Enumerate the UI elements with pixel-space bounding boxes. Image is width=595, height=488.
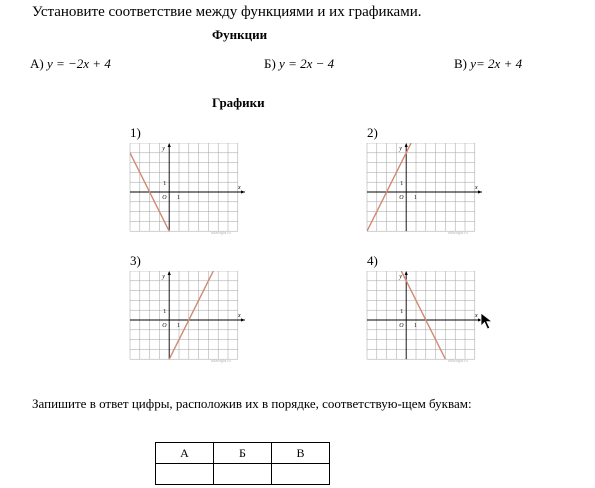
x-axis-label: x [475, 313, 478, 319]
answer-header-v: В [272, 443, 330, 464]
function-v-formula: y= 2x + 4 [470, 56, 523, 71]
y-axis-label: y [162, 146, 165, 152]
function-graph-line [366, 143, 480, 237]
functions-heading: Функции [212, 27, 268, 42]
graph-1-label: 1) [130, 125, 141, 140]
y-axis-label: y [162, 274, 165, 280]
y-axis-arrow [168, 143, 171, 147]
y-axis-label: y [399, 274, 402, 280]
answer-instruction: Запишите в ответ цифры, расположив их в порядке, соответствую-щем буквам: [32, 396, 472, 411]
answer-cell-a[interactable] [156, 464, 214, 485]
graph-2-label: 2) [367, 125, 378, 140]
x-axis-arrow [478, 190, 482, 193]
graph-2 [366, 143, 484, 237]
answer-header-b: Б [214, 443, 272, 464]
unit-x-label: 1 [414, 195, 417, 201]
function-b [264, 56, 334, 72]
answer-cell-b[interactable] [214, 464, 272, 485]
function-v-letter: В) [454, 56, 467, 71]
graph-4-label: 4) [367, 253, 378, 268]
graph-svg [129, 271, 247, 365]
answer-header-a: А [156, 443, 214, 464]
unit-y-label: 1 [163, 181, 167, 188]
graphs-heading: Графики [212, 95, 265, 110]
answer-cell-v[interactable] [272, 464, 330, 485]
y-axis-arrow [168, 271, 171, 275]
x-axis-arrow [241, 190, 245, 193]
graph-3 [129, 271, 247, 365]
unit-y-label: 1 [163, 309, 167, 316]
function-b-letter: Б) [264, 56, 276, 71]
y-axis-arrow [405, 271, 408, 275]
y-axis-label: y [399, 146, 402, 152]
watermark: sdamgia.ru [211, 358, 231, 363]
function-graph-line [129, 143, 243, 237]
function-graph-line [366, 271, 480, 365]
x-axis-label: x [475, 185, 478, 191]
unit-x-label: 1 [177, 323, 180, 329]
function-b-formula: y = 2x − 4 [279, 56, 335, 71]
graph-svg [129, 143, 247, 237]
function-v [454, 56, 522, 72]
mouse-pointer-icon [480, 312, 494, 335]
graph-svg [366, 143, 484, 237]
unit-x-label: 1 [177, 195, 180, 201]
answer-table-value-row [156, 464, 330, 485]
function-a [30, 56, 111, 72]
watermark: sdamgia.ru [211, 230, 231, 235]
task-statement: Установите соответствие между функциями и их графиками. [32, 4, 422, 20]
origin-label: O [162, 323, 167, 329]
answer-table-header-row [156, 443, 330, 464]
graph-svg [366, 271, 484, 365]
x-axis-label: x [238, 313, 241, 319]
origin-label: O [399, 323, 404, 329]
function-graph-line [129, 271, 243, 365]
graph-3-label: 3) [130, 253, 141, 268]
function-a-letter: А) [30, 56, 44, 71]
graph-1 [129, 143, 247, 237]
x-axis-label: x [238, 185, 241, 191]
graph-4 [366, 271, 484, 365]
unit-x-label: 1 [414, 323, 417, 329]
watermark: sdamgia.ru [448, 358, 468, 363]
origin-label: O [162, 195, 167, 201]
answer-table [155, 442, 330, 485]
function-a-formula: y = −2x + 4 [46, 56, 111, 71]
watermark: sdamgia.ru [448, 230, 468, 235]
origin-label: O [399, 195, 404, 201]
unit-y-label: 1 [400, 309, 404, 316]
y-axis-arrow [405, 143, 408, 147]
x-axis-arrow [241, 318, 245, 321]
unit-y-label: 1 [400, 181, 404, 188]
